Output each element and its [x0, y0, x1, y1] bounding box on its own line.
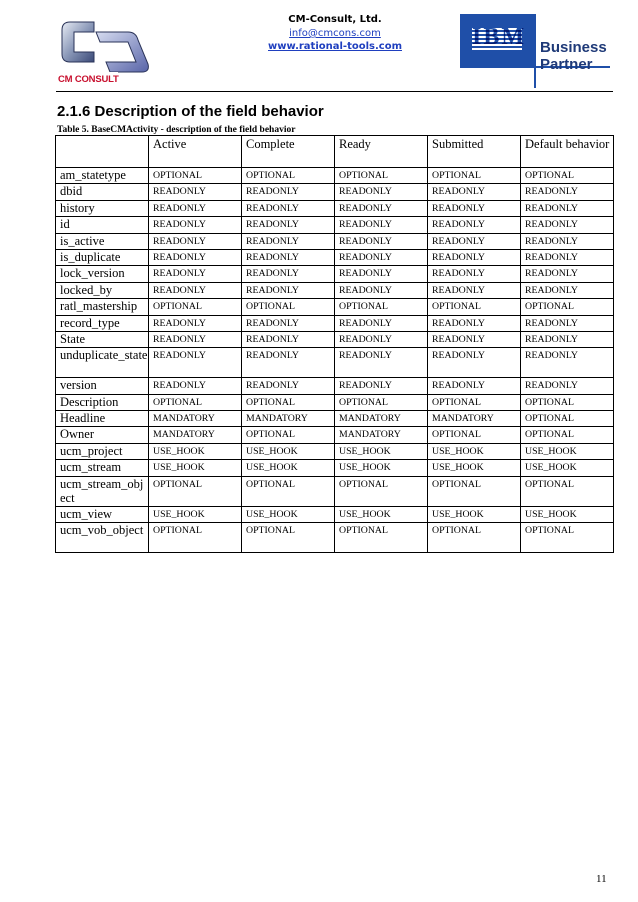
table-body [56, 168, 614, 553]
behavior-value-cell: OPTIONAL [242, 523, 335, 553]
field-name-cell: version [56, 378, 149, 394]
header-cell: Submitted [428, 136, 521, 168]
table-row [56, 378, 614, 394]
table-row [56, 394, 614, 410]
field-name-cell: id [56, 217, 149, 233]
behavior-value-cell: READONLY [335, 315, 428, 331]
header-divider [56, 91, 613, 92]
behavior-value-cell: OPTIONAL [521, 476, 614, 506]
header-cell: Complete [242, 136, 335, 168]
table-row [56, 315, 614, 331]
behavior-value-cell: OPTIONAL [149, 394, 242, 410]
table-row [56, 282, 614, 298]
behavior-value-cell: READONLY [242, 200, 335, 216]
behavior-value-cell: OPTIONAL [428, 299, 521, 315]
behavior-value-cell: USE_HOOK [428, 506, 521, 522]
table-row [56, 506, 614, 522]
behavior-value-cell: READONLY [242, 331, 335, 347]
ibm-logo-text: IBM [472, 24, 526, 50]
behavior-value-cell: READONLY [335, 217, 428, 233]
behavior-value-cell: MANDATORY [428, 411, 521, 427]
behavior-value-cell: READONLY [335, 348, 428, 378]
field-name-cell: ratl_mastership [56, 299, 149, 315]
behavior-value-cell: OPTIONAL [428, 168, 521, 184]
behavior-value-cell: READONLY [242, 315, 335, 331]
behavior-value-cell: OPTIONAL [149, 168, 242, 184]
behavior-value-cell: READONLY [335, 331, 428, 347]
field-name-cell: ucm_vob_object [56, 523, 149, 553]
behavior-value-cell: READONLY [149, 184, 242, 200]
behavior-value-cell: READONLY [428, 378, 521, 394]
behavior-value-cell: OPTIONAL [335, 476, 428, 506]
behavior-value-cell: OPTIONAL [521, 299, 614, 315]
table-caption: Table 5. BaseCMActivity - description of the field behavior [57, 125, 296, 135]
behavior-value-cell: READONLY [335, 233, 428, 249]
website-link[interactable]: www.rational-tools.com [268, 41, 402, 52]
table-row [56, 217, 614, 233]
email-link[interactable]: info@cmcons.com [289, 28, 381, 39]
behavior-value-cell: READONLY [335, 282, 428, 298]
behavior-value-cell: READONLY [335, 249, 428, 265]
behavior-value-cell: OPTIONAL [335, 168, 428, 184]
behavior-value-cell: OPTIONAL [521, 427, 614, 443]
field-name-cell: history [56, 200, 149, 216]
behavior-value-cell: READONLY [428, 315, 521, 331]
ibm-business-partner-logo [460, 14, 610, 88]
behavior-value-cell: READONLY [428, 266, 521, 282]
behavior-value-cell: READONLY [521, 200, 614, 216]
behavior-value-cell: MANDATORY [149, 411, 242, 427]
behavior-value-cell: READONLY [335, 378, 428, 394]
table-row [56, 331, 614, 347]
behavior-value-cell: READONLY [428, 331, 521, 347]
behavior-value-cell: USE_HOOK [149, 443, 242, 459]
behavior-value-cell: USE_HOOK [242, 443, 335, 459]
behavior-value-cell: READONLY [242, 249, 335, 265]
behavior-value-cell: READONLY [149, 315, 242, 331]
behavior-value-cell: OPTIONAL [428, 523, 521, 553]
behavior-value-cell: USE_HOOK [149, 460, 242, 476]
behavior-value-cell: READONLY [242, 217, 335, 233]
behavior-value-cell: OPTIONAL [242, 394, 335, 410]
page-number: 11 [596, 873, 607, 885]
field-name-cell: Owner [56, 427, 149, 443]
behavior-value-cell: MANDATORY [335, 411, 428, 427]
partner-line2: Partner [540, 56, 593, 73]
behavior-value-cell: READONLY [428, 200, 521, 216]
behavior-value-cell: READONLY [242, 282, 335, 298]
behavior-value-cell: USE_HOOK [428, 460, 521, 476]
header-cell [56, 136, 149, 168]
field-name-cell: am_statetype [56, 168, 149, 184]
header-cell: Default behavior [521, 136, 614, 168]
field-name-cell: Description [56, 394, 149, 410]
behavior-value-cell: READONLY [242, 348, 335, 378]
behavior-value-cell: READONLY [149, 200, 242, 216]
behavior-value-cell: READONLY [521, 233, 614, 249]
behavior-value-cell: READONLY [335, 184, 428, 200]
table-row [56, 184, 614, 200]
behavior-value-cell: READONLY [149, 348, 242, 378]
table-row [56, 200, 614, 216]
field-name-cell: State [56, 331, 149, 347]
field-name-cell: is_active [56, 233, 149, 249]
behavior-value-cell: READONLY [242, 233, 335, 249]
field-name-cell: ucm_stream [56, 460, 149, 476]
behavior-value-cell: READONLY [521, 315, 614, 331]
behavior-value-cell: READONLY [149, 249, 242, 265]
field-name-cell: locked_by [56, 282, 149, 298]
table-row [56, 348, 614, 378]
table-row [56, 266, 614, 282]
field-name-cell: ucm_project [56, 443, 149, 459]
behavior-value-cell: READONLY [335, 200, 428, 216]
table-row [56, 411, 614, 427]
behavior-value-cell: USE_HOOK [521, 506, 614, 522]
field-name-cell: Headline [56, 411, 149, 427]
behavior-value-cell: READONLY [149, 378, 242, 394]
behavior-value-cell: READONLY [149, 282, 242, 298]
behavior-value-cell: OPTIONAL [242, 427, 335, 443]
behavior-value-cell: READONLY [521, 348, 614, 378]
table-row [56, 299, 614, 315]
behavior-value-cell: USE_HOOK [521, 460, 614, 476]
behavior-value-cell: USE_HOOK [335, 460, 428, 476]
cm-consult-logo-text: CM CONSULT [58, 74, 119, 85]
behavior-value-cell: USE_HOOK [242, 506, 335, 522]
behavior-value-cell: USE_HOOK [149, 506, 242, 522]
table-row [56, 427, 614, 443]
field-name-cell: dbid [56, 184, 149, 200]
behavior-value-cell: READONLY [521, 217, 614, 233]
behavior-value-cell: OPTIONAL [242, 299, 335, 315]
behavior-value-cell: READONLY [521, 266, 614, 282]
field-name-cell: record_type [56, 315, 149, 331]
field-name-cell: is_duplicate [56, 249, 149, 265]
cm-consult-logo [56, 14, 156, 88]
behavior-value-cell: USE_HOOK [428, 443, 521, 459]
behavior-value-cell: READONLY [149, 331, 242, 347]
partner-line1: Business [540, 39, 607, 56]
behavior-value-cell: OPTIONAL [242, 168, 335, 184]
header-cell: Ready [335, 136, 428, 168]
behavior-value-cell: READONLY [428, 282, 521, 298]
field-name-cell: unduplicate_state [56, 348, 149, 378]
behavior-value-cell: OPTIONAL [521, 168, 614, 184]
behavior-value-cell: OPTIONAL [521, 394, 614, 410]
field-behavior-table [55, 135, 614, 553]
behavior-value-cell: OPTIONAL [428, 476, 521, 506]
behavior-value-cell: READONLY [149, 266, 242, 282]
header-cell: Active [149, 136, 242, 168]
behavior-value-cell: OPTIONAL [428, 427, 521, 443]
behavior-value-cell: OPTIONAL [335, 394, 428, 410]
company-info [220, 13, 450, 54]
behavior-value-cell: READONLY [428, 217, 521, 233]
field-name-cell: ucm_view [56, 506, 149, 522]
behavior-value-cell: USE_HOOK [242, 460, 335, 476]
behavior-value-cell: READONLY [242, 184, 335, 200]
behavior-value-cell: OPTIONAL [242, 476, 335, 506]
behavior-value-cell: OPTIONAL [521, 411, 614, 427]
behavior-value-cell: MANDATORY [149, 427, 242, 443]
behavior-value-cell: USE_HOOK [335, 506, 428, 522]
behavior-value-cell: READONLY [521, 184, 614, 200]
behavior-value-cell: READONLY [149, 217, 242, 233]
behavior-value-cell: READONLY [521, 331, 614, 347]
table-row [56, 233, 614, 249]
behavior-value-cell: READONLY [428, 348, 521, 378]
behavior-value-cell: READONLY [521, 282, 614, 298]
behavior-value-cell: OPTIONAL [428, 394, 521, 410]
behavior-value-cell: READONLY [521, 378, 614, 394]
behavior-value-cell: READONLY [242, 266, 335, 282]
behavior-value-cell: OPTIONAL [335, 299, 428, 315]
company-name: CM-Consult, Ltd. [288, 14, 382, 25]
behavior-value-cell: MANDATORY [242, 411, 335, 427]
table-header-row [56, 136, 614, 168]
behavior-value-cell: OPTIONAL [149, 299, 242, 315]
table-row [56, 523, 614, 553]
behavior-value-cell: OPTIONAL [521, 523, 614, 553]
behavior-value-cell: OPTIONAL [335, 523, 428, 553]
behavior-value-cell: READONLY [428, 184, 521, 200]
behavior-value-cell: READONLY [428, 249, 521, 265]
behavior-value-cell: READONLY [335, 266, 428, 282]
behavior-value-cell: OPTIONAL [149, 523, 242, 553]
table-row [56, 476, 614, 506]
behavior-value-cell: READONLY [242, 378, 335, 394]
table-row [56, 168, 614, 184]
behavior-value-cell: READONLY [521, 249, 614, 265]
field-name-cell: lock_version [56, 266, 149, 282]
behavior-value-cell: USE_HOOK [521, 443, 614, 459]
section-title: 2.1.6 Description of the field behavior [57, 103, 324, 120]
table-row [56, 443, 614, 459]
behavior-value-cell: MANDATORY [335, 427, 428, 443]
table-row [56, 249, 614, 265]
behavior-value-cell: READONLY [428, 233, 521, 249]
behavior-value-cell: USE_HOOK [335, 443, 428, 459]
field-name-cell: ucm_stream_object [56, 476, 149, 506]
table-row [56, 460, 614, 476]
behavior-value-cell: OPTIONAL [149, 476, 242, 506]
behavior-value-cell: READONLY [149, 233, 242, 249]
